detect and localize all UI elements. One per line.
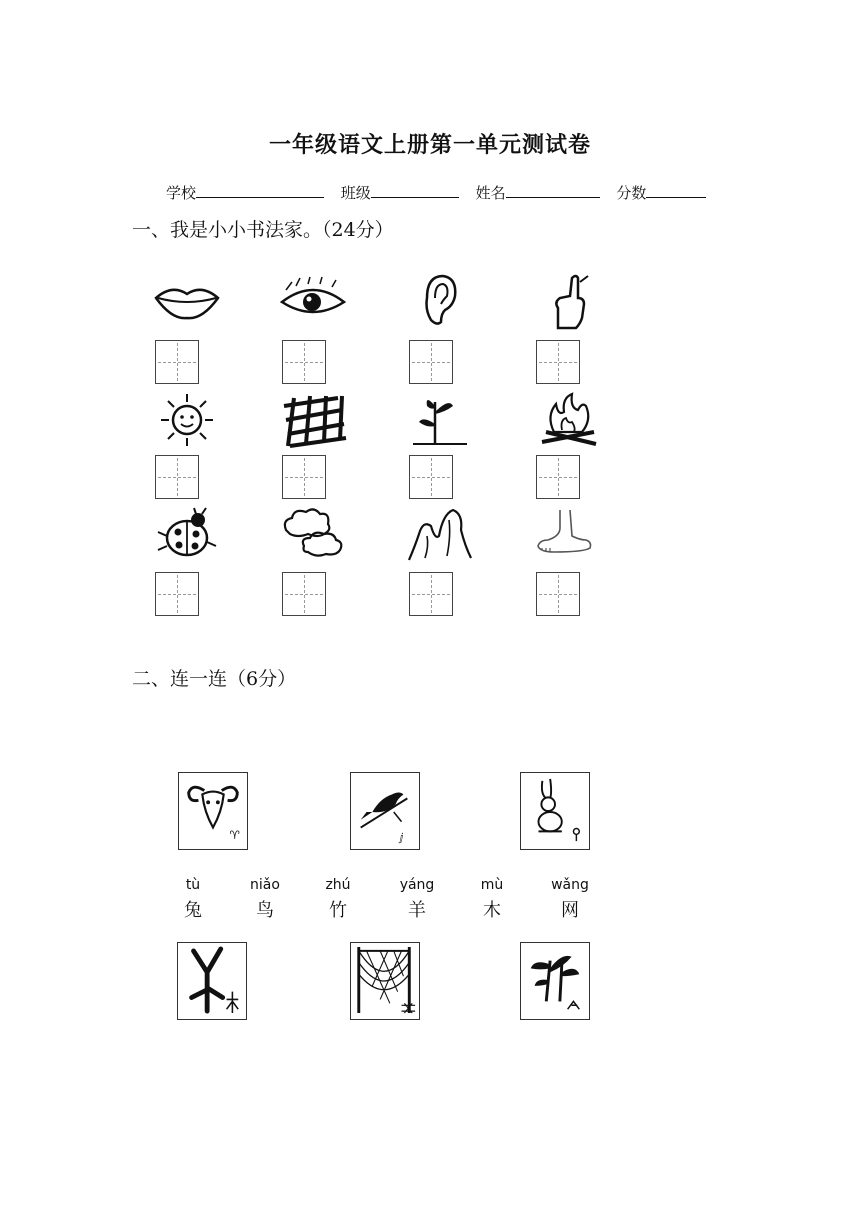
hanzi-zhu[interactable]: 竹	[329, 900, 347, 921]
school-label: 学校	[166, 184, 197, 202]
pinyin-wang: wǎng	[551, 877, 589, 893]
writing-box[interactable]	[155, 340, 199, 384]
hanzi-tu[interactable]: 兔	[184, 900, 202, 921]
writing-box[interactable]	[155, 572, 199, 616]
writing-box[interactable]	[409, 340, 453, 384]
writing-box[interactable]	[282, 340, 326, 384]
svg-text:♈: ♈	[229, 828, 240, 843]
pinyin-tu: tù	[185, 877, 201, 893]
class-label: 班级	[340, 184, 371, 202]
sheep-card[interactable]	[178, 772, 248, 850]
net-card[interactable]	[350, 942, 420, 1020]
student-info-line	[166, 182, 706, 203]
section-1-heading: 一、我是小小书法家。（24分）	[132, 219, 394, 241]
mountain-icon	[405, 506, 475, 562]
section-2-heading: 二、连一连（6分）	[132, 668, 297, 690]
school-blank[interactable]	[196, 182, 324, 198]
score-label: 分数	[616, 184, 647, 202]
tree-card[interactable]	[177, 942, 247, 1020]
writing-box[interactable]	[409, 572, 453, 616]
cloud-icon	[278, 506, 348, 562]
class-blank[interactable]	[371, 182, 459, 198]
eye-icon	[278, 276, 348, 332]
name-blank[interactable]	[506, 182, 600, 198]
foot-icon	[534, 506, 604, 562]
hanzi-wang[interactable]: 网	[561, 900, 579, 921]
writing-box[interactable]	[155, 455, 199, 499]
writing-box[interactable]	[282, 455, 326, 499]
hand-icon	[534, 274, 604, 330]
hanzi-niao[interactable]: 鸟	[256, 900, 274, 921]
hanzi-yang[interactable]: 羊	[408, 900, 426, 921]
ear-icon	[405, 270, 475, 326]
bird-card[interactable]	[350, 772, 420, 850]
score-blank[interactable]	[646, 182, 706, 198]
writing-box[interactable]	[409, 455, 453, 499]
writing-box[interactable]	[536, 340, 580, 384]
sun-icon	[152, 392, 222, 448]
fire-icon	[534, 392, 604, 448]
sheep-icon	[179, 773, 247, 849]
writing-box[interactable]	[536, 572, 580, 616]
name-label: 姓名	[475, 184, 506, 202]
writing-box[interactable]	[282, 572, 326, 616]
pinyin-yang: yáng	[399, 877, 435, 893]
mouth-icon	[152, 276, 222, 332]
bamboo-card[interactable]	[520, 942, 590, 1020]
page-title: 一年级语文上册第一单元测试卷	[268, 133, 591, 158]
svg-text:ⅉ: ⅉ	[399, 831, 404, 845]
pinyin-niao: niǎo	[250, 877, 280, 893]
sprout-icon	[405, 392, 475, 448]
writing-box[interactable]	[536, 455, 580, 499]
pinyin-mu: mù	[480, 877, 504, 893]
pinyin-zhu: zhú	[325, 877, 351, 893]
field-icon	[278, 392, 348, 448]
ladybug-icon	[152, 506, 222, 562]
hanzi-mu[interactable]: 木	[483, 900, 501, 921]
rabbit-card[interactable]	[520, 772, 590, 850]
